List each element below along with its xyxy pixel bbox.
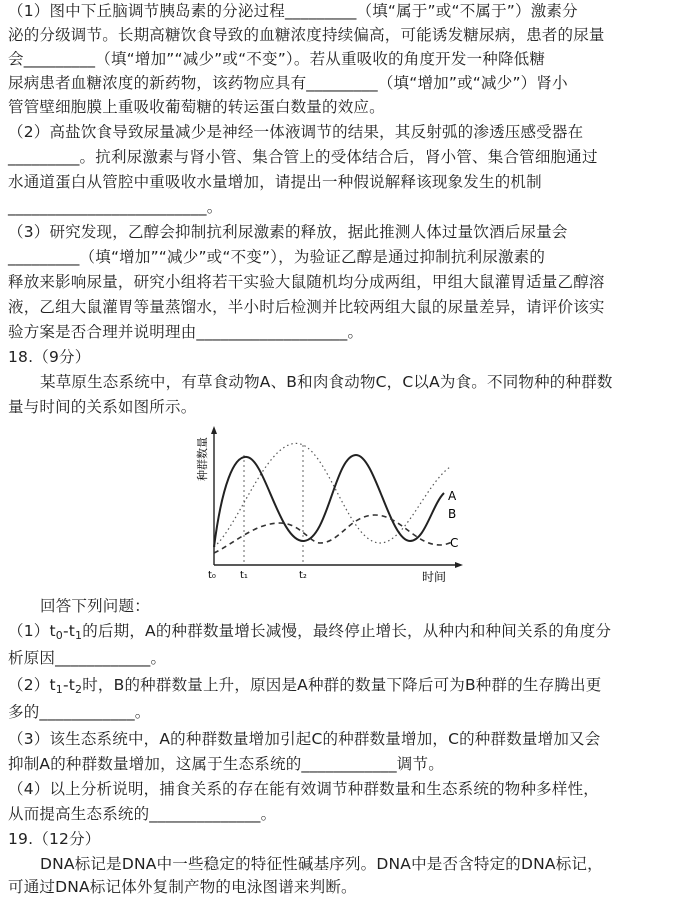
text-line: 可通过DNA标记体外复制产物的电泳图谱来判断。 xyxy=(8,878,357,896)
answer-prompt: 回答下列问题： xyxy=(40,597,150,615)
text-line: 抑制A的种群数量增加，这属于生态系统的____________调节。 xyxy=(8,755,444,773)
text-line: _________（填“增加”“减少”或“不变”），为验证乙醇是通过抑制抗利尿激素的 xyxy=(8,248,546,266)
question-number: 18.（9分） xyxy=(8,348,91,366)
text-line: _________________________。 xyxy=(8,198,223,216)
x-axis-label: 时间 xyxy=(422,570,447,584)
text-line: 液，乙组大鼠灌胃等量蒸馏水，半小时后检测并比较两组大鼠的尿量差异，请评价该实 xyxy=(8,298,605,316)
y-axis-arrow xyxy=(211,426,217,434)
curve-c xyxy=(214,515,452,553)
text-line: DNA标记是DNA中一些稳定的特征性碱基序列。DNA中是否含特定的DNA标记， xyxy=(40,855,603,873)
text-line: 验方案是否合理并说明理由___________________。 xyxy=(8,323,364,341)
text-line: 某草原生态系统中，有草食动物A、B和肉食动物C，C以A为食。不同物种的种群数 xyxy=(40,373,613,391)
q18-part-3: （3）该生态系统中，A的种群数量增加引起C的种群数量增加，C的种群数量增加又会 xyxy=(8,730,601,748)
q18-part-4: （4）以上分析说明，捕食关系的存在能有效调节种群数量和生态系统的物种多样性， xyxy=(8,780,599,798)
text-line: 量与时间的关系如图所示。 xyxy=(8,398,197,416)
y-axis-label: 种群数量 xyxy=(196,437,209,481)
text-line: （1）图中下丘脑调节胰岛素的分泌过程_________（填“属于”或“不属于”）激素分 xyxy=(8,2,578,20)
population-figure xyxy=(196,425,470,585)
x-axis-arrow xyxy=(455,562,463,568)
text-line: 尿病患者血糖浓度的新药物，该药物应具有_________（填“增加”或“减少”）肾小 xyxy=(8,74,568,92)
text-line: 水通道蛋白从管腔中重吸收水量增加，请提出一种假说解释该现象发生的机制 xyxy=(8,173,542,191)
question-number: 19.（12分） xyxy=(8,830,101,848)
text-line: 管管壁细胞膜上重吸收葡萄糖的转运蛋白数量的效应。 xyxy=(8,98,385,116)
curve-label-c: C xyxy=(450,536,459,550)
text-line: 从而提高生态系统的______________。 xyxy=(8,805,277,823)
q18-part-1: $(1)t_0-t_1$的后期，A的种群数量增长减慢，最终停止增长，从种内和种间关系的角度分 xyxy=(8,622,612,642)
q18-part-2: $(2)t_1-t_2$时，B的种群数量上升，原因是A种群的数量下降后可为B种群的生存腾出更 xyxy=(8,676,602,696)
text-line: 析原因____________。 xyxy=(8,649,167,667)
tick-t1: t₁ xyxy=(240,570,248,581)
text-line: _________。抗利尿激素与肾小管、集合管上的受体结合后，肾小管、集合管细胞通过 xyxy=(8,148,598,166)
tick-t0: t₀ xyxy=(208,570,216,581)
tick-t2: t₂ xyxy=(299,570,307,581)
text-line: 泌的分级调节。长期高糖饮食导致的血糖浓度持续偏高，可能诱发糖尿病，患者的尿量 xyxy=(8,26,605,44)
curve-label-a: A xyxy=(448,489,457,503)
text-line: 释放来影响尿量，研究小组将若干实验大鼠随机均分成两组，甲组大鼠灌胃适量乙醇溶 xyxy=(8,273,605,291)
curve-label-b: B xyxy=(448,507,457,521)
text-line: （3）研究发现，乙醇会抑制抗利尿激素的释放，据此推测人体过量饮酒后尿量会 xyxy=(8,223,568,241)
text-line: 会_________（填“增加”“减少”或“不变”）。若从重吸收的角度开发一种降低糖 xyxy=(8,50,546,68)
text-line: （2）高盐饮食导致尿量减少是神经一体液调节的结果，其反射弧的渗透压感受器在 xyxy=(8,123,584,141)
text-line: 多的____________。 xyxy=(8,703,151,721)
